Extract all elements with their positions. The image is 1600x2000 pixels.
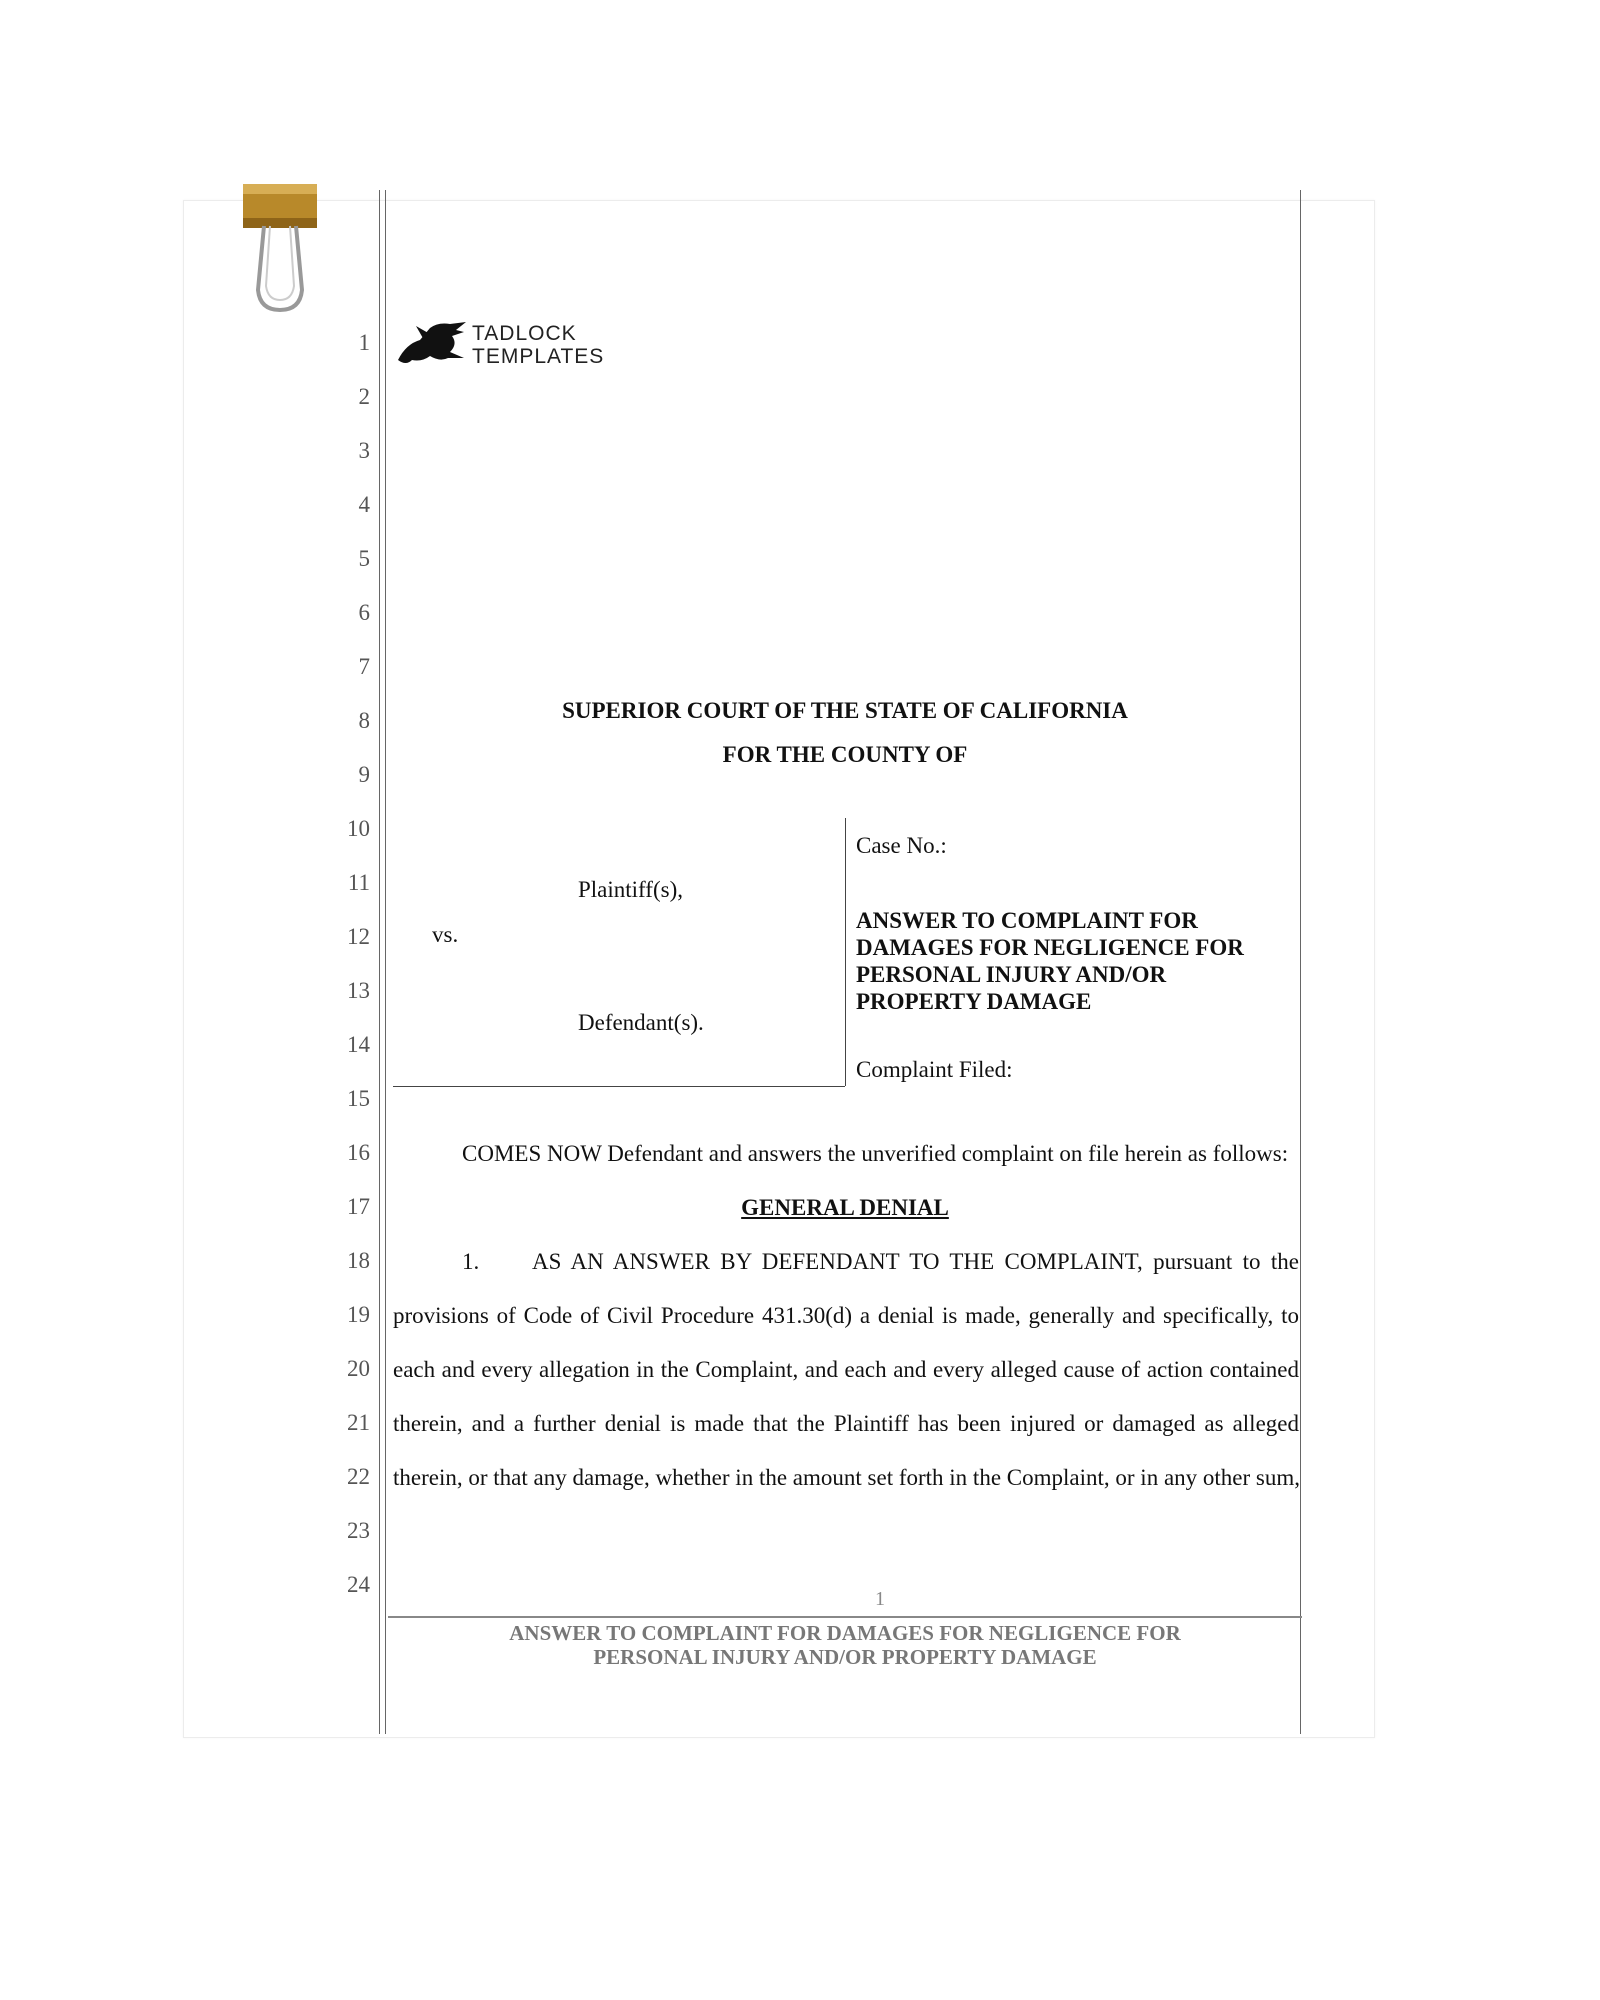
document-title-line-3: PERSONAL INJURY AND/OR	[856, 962, 1167, 987]
line-number: 14	[347, 1032, 370, 1057]
complaint-filed-label: Complaint Filed:	[856, 1057, 1013, 1082]
paragraph-line-2: provisions of Code of Civil Procedure 431.30(d) a denial is made, generally and specifically, to	[393, 1303, 1299, 1328]
line-number: 18	[347, 1248, 370, 1273]
logo-line-1: TADLOCK	[472, 322, 577, 345]
intro-paragraph: COMES NOW Defendant and answers the unverified complaint on file herein as follows:	[462, 1141, 1289, 1166]
case-number-label: Case No.:	[856, 833, 947, 858]
paragraph-line-4: therein, and a further denial is made that the Plaintiff has been injured or damaged as alleged	[393, 1411, 1299, 1436]
court-county: FOR THE COUNTY OF	[722, 742, 968, 767]
line-number: 4	[358, 492, 370, 517]
line-number: 1	[358, 330, 370, 355]
line-number: 2	[358, 384, 370, 409]
logo-line-2: TEMPLATES	[472, 345, 605, 368]
line-number: 8	[358, 708, 370, 733]
caption-divider-vertical	[845, 818, 846, 1086]
left-margin-rule-inner	[385, 190, 386, 1734]
line-number: 22	[347, 1464, 370, 1489]
document-page	[183, 200, 1375, 1738]
caption-divider-horizontal	[393, 1086, 845, 1087]
document-title-line-4: PROPERTY DAMAGE	[856, 989, 1092, 1014]
line-number: 15	[347, 1086, 370, 1111]
left-margin-rule-outer	[379, 190, 380, 1734]
line-number: 17	[347, 1194, 370, 1219]
logo-wordmark	[472, 322, 604, 368]
section-heading: GENERAL DENIAL	[741, 1195, 949, 1220]
paragraph-line-3: each and every allegation in the Complaint, and each and every alleged cause of action contained	[393, 1357, 1299, 1382]
line-number: 19	[347, 1302, 370, 1327]
document-title-line-1: ANSWER TO COMPLAINT FOR	[856, 908, 1198, 933]
footer-title-line-2: PERSONAL INJURY AND/OR PROPERTY DAMAGE	[593, 1645, 1097, 1669]
paragraph-line-5: therein, or that any damage, whether in the amount set forth in the Complaint, or in any other sum,	[393, 1465, 1300, 1490]
document-title-line-2: DAMAGES FOR NEGLIGENCE FOR	[856, 935, 1244, 960]
line-number: 7	[358, 654, 370, 679]
paragraph-line-1: AS AN ANSWER BY DEFENDANT TO THE COMPLAINT, pursuant to the	[532, 1249, 1299, 1274]
page-number: 1	[875, 1588, 885, 1610]
line-number: 3	[358, 438, 370, 463]
court-name: SUPERIOR COURT OF THE STATE OF CALIFORNIA	[562, 698, 1128, 723]
line-number: 16	[347, 1140, 370, 1165]
line-number: 6	[358, 600, 370, 625]
footer-rule	[388, 1616, 1302, 1618]
defendant-label: Defendant(s).	[578, 1010, 704, 1035]
line-number: 23	[347, 1518, 370, 1543]
footer-title-line-1: ANSWER TO COMPLAINT FOR DAMAGES FOR NEGLIGENCE FOR	[509, 1621, 1181, 1645]
paragraph-number: 1.	[462, 1249, 480, 1274]
line-number: 9	[358, 762, 370, 787]
line-number: 11	[347, 870, 370, 895]
line-number: 24	[347, 1572, 370, 1597]
line-number: 13	[347, 978, 370, 1003]
line-number: 10	[347, 816, 370, 841]
binder-clip-icon	[240, 182, 320, 322]
line-number: 20	[347, 1356, 370, 1381]
line-number: 5	[358, 546, 370, 571]
line-number: 12	[347, 924, 370, 949]
versus-label: vs.	[432, 922, 459, 947]
right-margin-rule	[1300, 190, 1301, 1734]
plaintiff-label: Plaintiff(s),	[578, 877, 683, 902]
line-number: 21	[347, 1410, 370, 1435]
